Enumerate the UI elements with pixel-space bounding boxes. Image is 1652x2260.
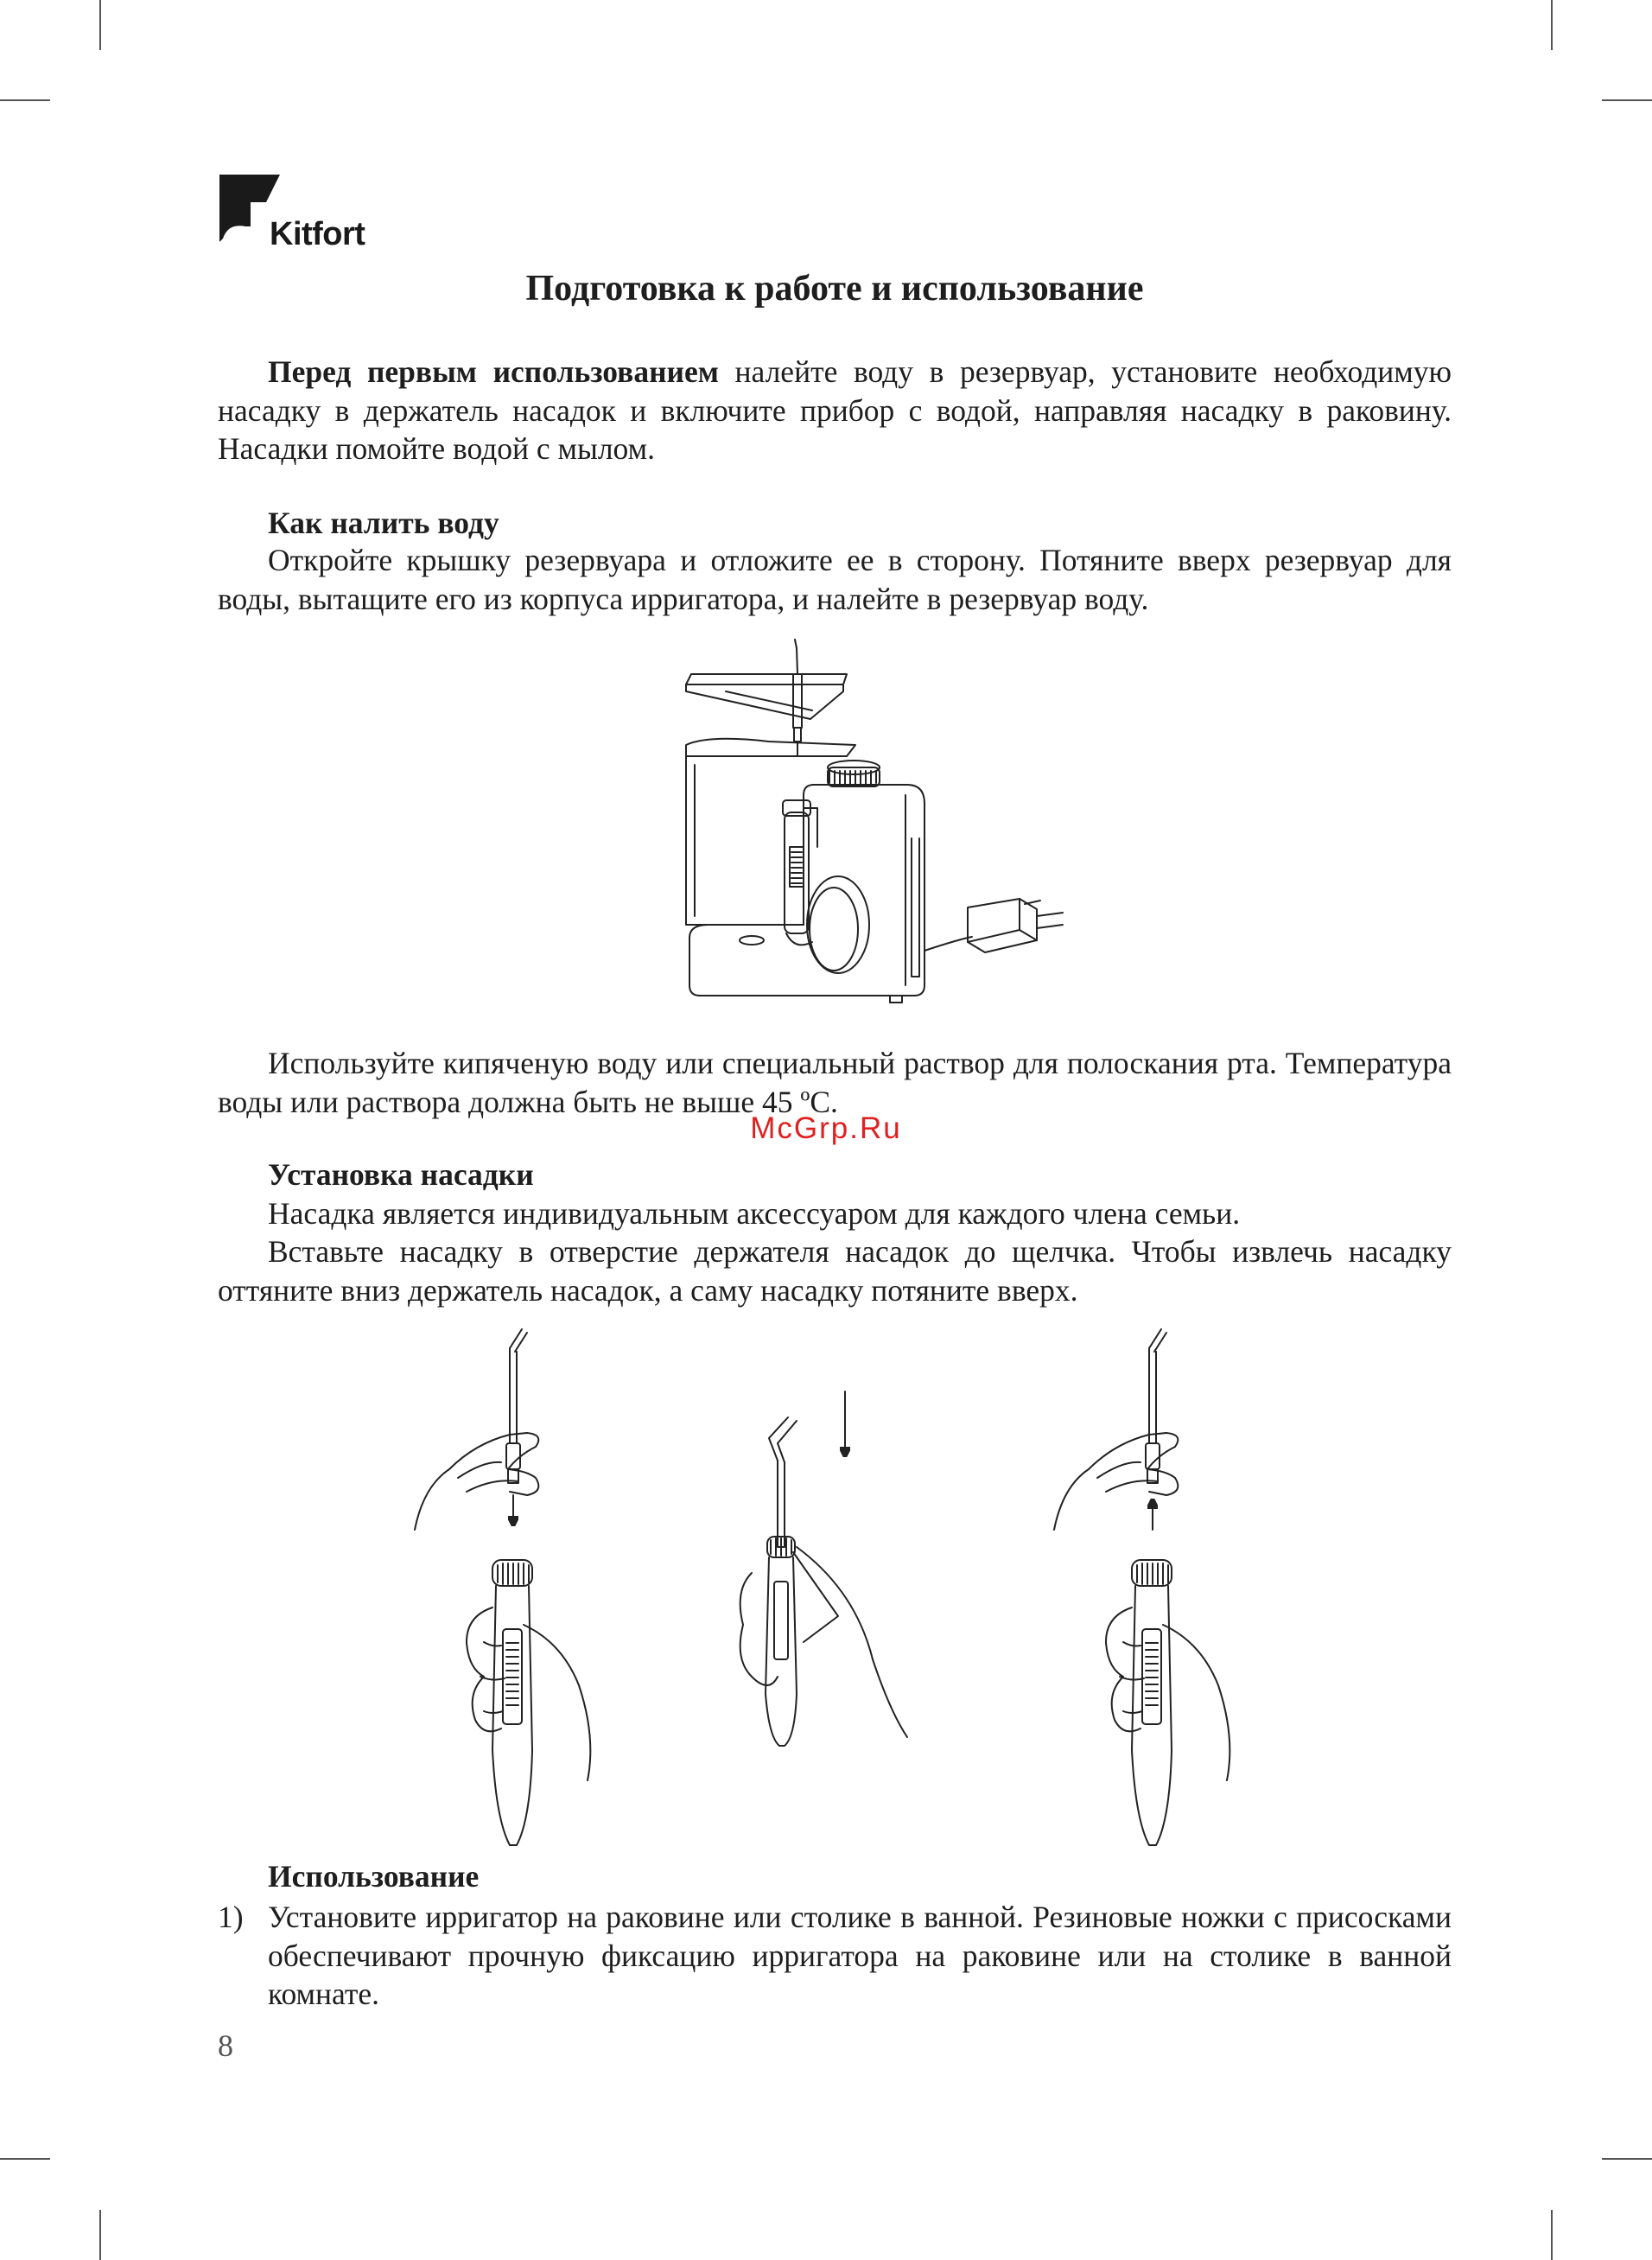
section-nozzle-p1: Насадка является индивидуальным аксессуаром для каждого члена семьи. [268, 1196, 1241, 1231]
crop-mark [0, 2158, 50, 2160]
list-item [218, 1898, 1452, 2014]
page-number: 8 [218, 2028, 233, 2063]
crop-mark [1602, 2158, 1652, 2160]
intro-text: налейте воду в резервуар, установите необходимую насадку в держатель насадок и включите прибор с водой, направляя насадку в раковину. Насадки помойте водой с мылом. [218, 354, 1452, 466]
section-use-heading: Использование [268, 1859, 480, 1894]
crop-mark [0, 99, 50, 101]
nozzle-install-illustration [389, 1331, 1296, 1824]
crop-mark [1602, 99, 1652, 101]
install-step-3 [1054, 1329, 1229, 1845]
intro-lead: Перед первым использованием [268, 354, 719, 389]
install-step-1 [415, 1329, 590, 1845]
water-note: Используйте кипяченую воду или специальный раствор для полоскания рта. Температура воды или раствора должна быть не выше 45 ºС. [218, 1046, 1452, 1119]
page-title: Подготовка к работе и использование [525, 269, 1144, 309]
intro-paragraph [218, 353, 1452, 468]
irrigator-illustration [674, 640, 1089, 1037]
crop-mark [99, 0, 101, 50]
list-item-text: Установите ирригатор на раковине или столике в ванной. Резиновые ножки с присосками обеспечивают прочную фиксацию ирригатора на раковине или на столике в ванной комнате. [268, 1900, 1452, 2011]
watermark: McGrp.Ru [750, 1111, 902, 1145]
section-nozzle-p2: Вставьте насадку в отверстие держателя насадок до щелчка. Чтобы извлечь насадку оттяните вниз держатель насадок, а саму насадку потяните вверх. [218, 1234, 1452, 1308]
crop-mark [1551, 0, 1553, 50]
list-item-number: 1) [218, 1900, 244, 1934]
brand-name: Kitfort [270, 216, 365, 252]
crop-mark [1551, 2210, 1553, 2260]
install-step-2 [740, 1391, 907, 1746]
section-nozzle-heading: Установка насадки [268, 1157, 534, 1192]
section-fill-text: Откройте крышку резервуара и отложите ее в сторону. Потяните вверх резервуар для воды, вытащите его из корпуса ирригатора, и налейте в резервуар воду. [218, 543, 1452, 616]
crop-mark [99, 2210, 101, 2260]
section-fill-heading: Как налить воду [268, 506, 499, 540]
